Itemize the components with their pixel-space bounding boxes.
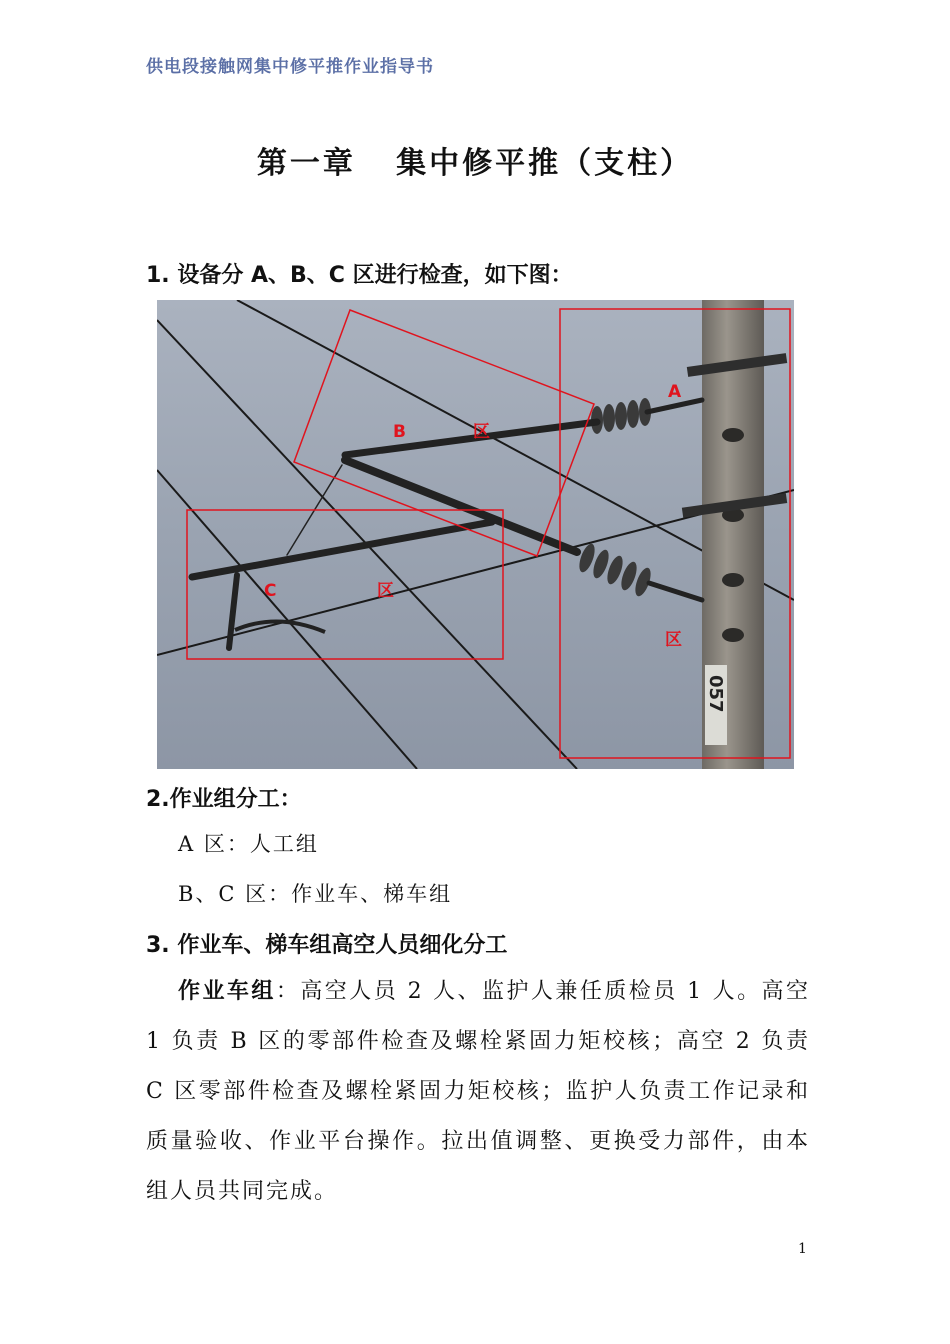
- zone-b-word: 区: [473, 422, 490, 442]
- section-3-heading: 3. 作业车、梯车组高空人员细化分工: [146, 933, 508, 958]
- section-1-heading: 1. 设备分 A、B、C 区进行检查，如下图：: [146, 263, 573, 288]
- page-number: 1: [798, 1241, 807, 1257]
- chapter-title: 第一章 集中修平推（支柱）: [256, 146, 694, 181]
- zone-c-word: 区: [377, 581, 394, 601]
- paragraph-body: ：高空人员 2 人、监护人兼任质检员 1 人。高空 1 负责 B 区的零部件检查及螺栓紧固力矩校核；高空 2 负责 C 区零部件检查及螺栓紧固力矩校核；监护人负责工作记录和质量验收、作业平台操作。拉出值调整、更换受力部件，由本组人员共同完成。: [146, 979, 810, 1204]
- section-2-heading: 2.作业组分工：: [146, 787, 302, 812]
- section-2-item-2: B、C 区：作业车、梯车组: [178, 882, 453, 906]
- zone-a-word: 区: [665, 630, 682, 650]
- zone-c-label: C: [264, 581, 277, 601]
- pole-number: 057: [705, 675, 726, 713]
- zone-b-label: B: [393, 422, 406, 442]
- zone-a-label: A: [668, 382, 682, 402]
- section-2-item-1: A 区：人工组: [178, 832, 319, 856]
- section-3-paragraph: [146, 967, 810, 1217]
- document-header: 供电段接触网集中修平推作业指导书: [146, 57, 434, 77]
- catenary-photo: [157, 300, 794, 769]
- paragraph-lead: 作业车组: [178, 979, 276, 1004]
